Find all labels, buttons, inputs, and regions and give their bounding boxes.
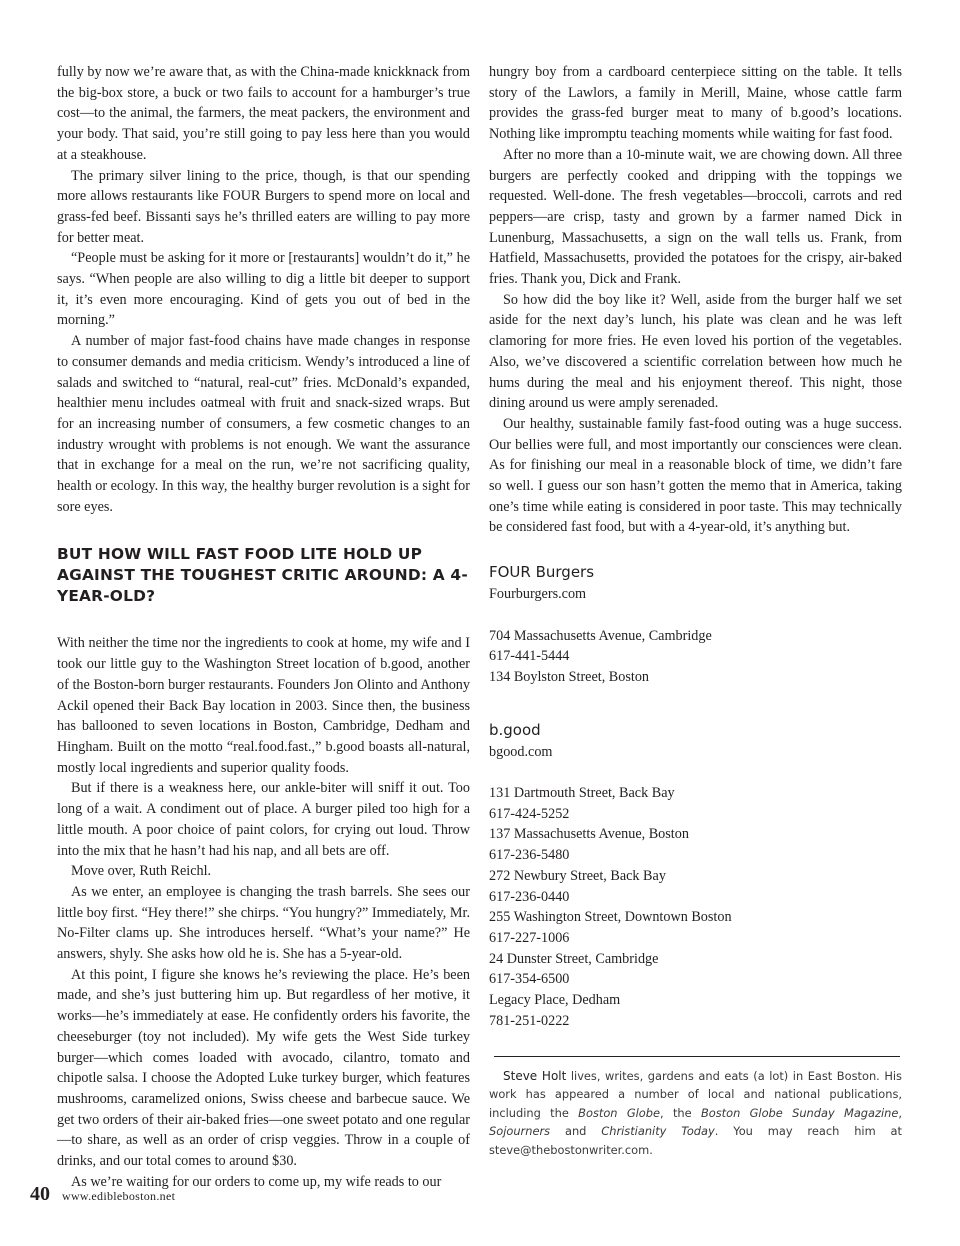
page-number: 40 (30, 1183, 50, 1205)
venue-address: 255 Washington Street, Downtown Boston (489, 909, 732, 926)
venue-listings (489, 562, 902, 1031)
article-paragraph: So how did the boy like it? Well, aside from the burger half we set aside for the next day’s lunch, his plate was clean and he was left clamoring for more fries. He even loved his portion of the vegetables. Also, we’ve discovered a scientific correlation between how much he hums during the meal and his enjoyment thereof. This night, those dining around us were amply serenaded. (489, 291, 902, 412)
article-body-part-1 (57, 62, 470, 517)
article-paragraph: At this point, I figure she knows he’s reviewing the place. He’s been made, and she’s just buttering him up. But regardless of her motive, it works—he’s immediately at ease. He confidently orders his favorite, the cheeseburger (toy not included). My wife gets the West Side turkey burger—which comes loaded with avocado, cilantro, tomato and chipotle salsa. I choose the Adopted Luke turkey burger, which features mushrooms, caramelized onions, Swiss cheese and barbecue sauce. We get two orders of their air-baked fries—one sweet potato and one regular—to share, as well as an order of crisp veggies. Throw in a couple of drinks, and our total comes to around $30. (57, 966, 470, 1170)
divider-rule (494, 1056, 900, 1057)
venue-name: b.good (489, 720, 541, 739)
venue-phone: 617-236-0440 (489, 888, 570, 905)
author-name: Steve Holt (503, 1068, 567, 1083)
venue-name: FOUR Burgers (489, 563, 595, 582)
bio-publication: Boston Globe (578, 1105, 661, 1120)
venue-phone: 617-424-5252 (489, 805, 570, 822)
article-paragraph: fully by now we’re aware that, as with the China-made knickknack from the big-box store, a buck or two fails to account for a hamburger’s true cost—to the animal, the farmers, the meat packers, the environment and your body. That said, you’re still going to pay less here than you would at a steakhouse. (57, 64, 470, 163)
article-paragraph: As we enter, an employee is changing the trash barrels. She sees our little boy first. “Hey there!” she chirps. “You hungry?” Immediately, Mr. No-Filter clams up. She introduces herself. “What’s your name?” He answers, shyly. She asks how old he is. She has a 5-year-old. (57, 883, 470, 963)
bio-text: and (550, 1124, 602, 1138)
venue-address: 704 Massachusetts Avenue, Cambridge (489, 627, 712, 644)
venue-website: Fourburgers.com (489, 586, 587, 603)
venue-phone: 781-251-0222 (489, 1012, 570, 1029)
article-paragraph: But if there is a weakness here, our ankle-biter will sniff it out. Too long of a wait. A condiment out of place. A burger piled too high for a little mouth. A poor choice of paint colors, for crying out loud. Throw into the mix that he hasn’t had his nap, and all bets are off. (57, 780, 470, 859)
venue-phone: 617-354-6500 (489, 971, 570, 988)
bio-text: . You may reach him at steve@thebostonwriter.com. (489, 1124, 902, 1157)
article-paragraph: As we’re waiting for our orders to come up, my wife reads to our (71, 1173, 442, 1190)
venue-phone: 617-441-5444 (489, 648, 570, 665)
right-column (489, 62, 902, 1159)
venue-phone: 617-236-5480 (489, 847, 570, 864)
bio-text: , the (660, 1105, 701, 1120)
bio-text: , (898, 1105, 903, 1120)
article-paragraph: The primary silver lining to the price, though, is that our spending more allows restaurants like FOUR Burgers to spend more on local and grass-fed beef. Bissanti says he’s thrilled eaters are willing to pay more for better meat. (57, 167, 470, 246)
article-paragraph: Move over, Ruth Reichl. (71, 863, 212, 880)
venue-address: 24 Dunster Street, Cambridge (489, 950, 659, 967)
bio-publication: Christianity Today (601, 1124, 715, 1138)
section-subhead: BUT HOW WILL FAST FOOD LITE HOLD UP AGAINST THE TOUGHEST CRITIC AROUND: A 4-YEAR-OLD? (57, 545, 468, 606)
article-paragraph: After no more than a 10-minute wait, we are chowing down. All three burgers are perfectly cooked and dripping with the toppings we requested. Well-done. The fresh vegetables—broccoli, carrots and red peppers—are crisp, tasty and grown by a farmer named Dick in Lunenburg, Massachusetts, a sign on the wall tells us. Frank, from Hatfield, Massachusetts, provided the potatoes for the crispy, air-baked fries. Thank you, Dick and Frank. (489, 146, 902, 288)
bio-text: lives, writes, gardens and eats (a lot) in East Boston. His work has appeared a number of local and national publications, including the (489, 1068, 902, 1120)
left-column (57, 62, 470, 1192)
venue-address: 272 Newbury Street, Back Bay (489, 867, 666, 884)
bio-publication: Sojourners (489, 1124, 551, 1138)
article-body-part-3 (489, 62, 902, 538)
article-paragraph: A number of major fast-food chains have made changes in response to consumer demands and media criticism. Wendy’s introduced a line of salads and switched to “natural, real-cut” fries. McDonald’s expanded, healthier menu includes oatmeal with fruit and snack-sized wraps. But for an increasing number of consumers, a few cosmetic changes to an industry wrought with problems is not enough. We want the assurance that in exchange for a meal on the run, we’re not sacrificing quality, health or ecology. In this way, the healthy burger revolution is a sight for sore eyes. (57, 333, 470, 515)
article-paragraph: Our healthy, sustainable family fast-food outing was a huge success. Our bellies were full, and most importantly our consciences were clean. As for finishing our meal in a reasonable block of time, we didn’t fare so well. I guess our son hasn’t gotten the memo that in America, taking one’s time while eating is considered in poor taste. This may technically be considered fast food, but with a 4-year-old, it’s anything but. (489, 415, 902, 536)
venue-block (489, 562, 902, 688)
author-bio (489, 1067, 902, 1160)
venue-block (489, 720, 902, 1032)
footer-site-url: www.edibleboston.net (62, 1189, 176, 1203)
venue-website: bgood.com (489, 743, 553, 760)
page-footer (30, 1183, 175, 1206)
article-paragraph: hungry boy from a cardboard centerpiece sitting on the table. It tells story of the Lawlors, a family in Merill, Maine, whose cattle farm provides the grass-fed burger meat to many of b.good’s locations. Nothing like impromptu teaching moments while waiting for fast food. (489, 64, 902, 143)
venue-phone: 617-227-1006 (489, 929, 570, 946)
venue-address: 131 Dartmouth Street, Back Bay (489, 785, 675, 802)
venue-address: 134 Boylston Street, Boston (489, 668, 650, 685)
venue-address: Legacy Place, Dedham (489, 992, 621, 1009)
article-paragraph: “People must be asking for it more or [restaurants] wouldn’t do it,” he says. “When people are also willing to dig a little bit deeper to support it, it’s even more encouraging. Kind of gets you out of bed in the morning.” (57, 250, 470, 329)
venue-address: 137 Massachusetts Avenue, Boston (489, 826, 689, 843)
article-body-part-2 (57, 633, 470, 1192)
article-paragraph: With neither the time nor the ingredients to cook at home, my wife and I took our little guy to the Washington Street location of b.good, another of the Boston-born burger restaurants. Founders Jon Olinto and Anthony Ackil opened their Back Bay location in 2003. Since then, the business has ballooned to seven locations in Boston, Cambridge, Dedham and Hingham. Built on the motto “real.food.fast.,” b.good boasts all-natural, mostly local ingredients and superior quality foods. (57, 635, 470, 776)
bio-publication: Boston Globe Sunday Magazine (700, 1105, 899, 1120)
